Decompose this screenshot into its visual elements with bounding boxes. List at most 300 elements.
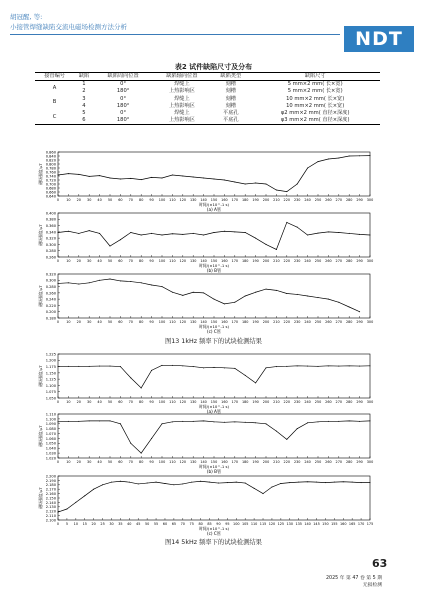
- y-axis-label: 磁场强度/μT: [38, 425, 43, 447]
- data-point: [156, 482, 157, 483]
- y-axis-label: 磁场强度/μT: [38, 365, 43, 387]
- data-point: [297, 365, 298, 366]
- x-tick-label: 200: [262, 400, 270, 404]
- x-tick-label: 65: [171, 522, 177, 526]
- data-point: [99, 420, 100, 421]
- data-point: [110, 246, 111, 247]
- data-point: [245, 375, 246, 376]
- x-tick-label: 60: [118, 460, 123, 464]
- data-point: [307, 481, 308, 482]
- y-tick-label: 1.080: [45, 427, 56, 432]
- figure-14-caption: 图14 5kHz 频率下的试块检测结果: [165, 539, 262, 546]
- series-line: [58, 365, 370, 388]
- y-tick-label: 0.840: [45, 154, 56, 159]
- data-point: [224, 422, 225, 423]
- x-tick-label: 25: [100, 522, 105, 526]
- y-tick-label: 0.220: [45, 303, 56, 308]
- data-point: [359, 366, 360, 367]
- x-tick-label: 290: [356, 400, 363, 404]
- table-cell: B: [52, 99, 57, 106]
- data-point: [276, 190, 277, 191]
- data-point: [78, 233, 79, 234]
- data-point: [297, 184, 298, 185]
- x-tick-label: 110: [169, 400, 176, 404]
- x-tick-label: 80: [139, 460, 144, 464]
- data-point: [245, 296, 246, 297]
- y-axis-label: 磁场强度/μT: [38, 224, 43, 246]
- data-point: [370, 365, 371, 366]
- x-tick-label: 170: [231, 460, 239, 464]
- data-point: [151, 285, 152, 286]
- data-point: [370, 235, 371, 236]
- data-point: [58, 232, 59, 233]
- x-tick-label: 70: [128, 460, 133, 464]
- data-point: [318, 421, 319, 422]
- data-point: [203, 367, 204, 368]
- x-tick-label: 10: [66, 400, 71, 404]
- y-tick-label: 0.640: [45, 194, 56, 199]
- y-tick-label: 2.140: [45, 500, 56, 505]
- table-cell: 1: [82, 81, 86, 88]
- data-point: [224, 231, 225, 232]
- x-tick-label: 200: [262, 198, 270, 202]
- data-point: [120, 280, 121, 281]
- data-point: [338, 302, 339, 303]
- x-tick-label: 30: [87, 198, 92, 202]
- x-tick-label: 95: [225, 522, 230, 526]
- data-point: [263, 493, 264, 494]
- x-tick-label: 200: [262, 460, 270, 464]
- footer-info: [320, 575, 382, 589]
- x-tick-label: 260: [325, 460, 332, 464]
- series-line: [58, 222, 370, 249]
- y-tick-label: 0.280: [45, 284, 56, 289]
- x-tick-label: 100: [158, 259, 166, 263]
- data-point: [110, 279, 111, 280]
- x-tick-label: 250: [314, 198, 322, 202]
- data-point: [68, 231, 69, 232]
- data-point: [298, 482, 299, 483]
- data-point: [141, 387, 142, 388]
- x-tick-label: 150: [322, 522, 329, 526]
- x-tick-label: 105: [241, 522, 249, 526]
- x-tick-label: 110: [250, 522, 258, 526]
- data-point: [245, 184, 246, 185]
- data-point: [182, 295, 183, 296]
- x-tick-label: 110: [169, 320, 176, 324]
- x-tick-label: 60: [118, 400, 123, 404]
- x-tick-label: 0: [56, 400, 60, 404]
- table-header-cell: 缺陷类型: [211, 73, 250, 81]
- x-tick-label: 20: [76, 259, 81, 263]
- x-tick-label: 280: [345, 400, 353, 404]
- data-point: [338, 421, 339, 422]
- page-number: 63: [372, 557, 388, 570]
- y-axis-label: 磁场强度/μT: [38, 285, 43, 307]
- x-tick-label: 55: [153, 522, 159, 526]
- data-point: [58, 421, 59, 422]
- x-tick-label: 130: [189, 460, 197, 464]
- y-tick-label: 2.180: [45, 483, 56, 488]
- data-point: [224, 367, 225, 368]
- y-tick-label: 0.700: [45, 182, 56, 187]
- x-tick-label: 20: [76, 320, 81, 324]
- data-point: [120, 179, 121, 180]
- x-tick-label: 250: [314, 400, 322, 404]
- table-header-cell: 接管编号: [35, 73, 74, 81]
- x-tick-label: 240: [304, 259, 311, 263]
- y-tick-label: 0.380: [45, 217, 56, 222]
- x-tick-label: 100: [158, 460, 166, 464]
- data-point: [307, 296, 308, 297]
- x-tick-label: 50: [107, 460, 113, 464]
- x-tick-label: 130: [189, 259, 197, 263]
- data-point: [172, 175, 173, 176]
- data-point: [349, 156, 350, 157]
- table-cell: 刻槽: [225, 95, 236, 102]
- data-point: [214, 299, 215, 300]
- data-point: [318, 297, 319, 298]
- data-point: [349, 365, 350, 366]
- x-tick-label: 140: [304, 522, 311, 526]
- x-tick-label: 170: [231, 400, 239, 404]
- data-point: [193, 233, 194, 234]
- data-point: [99, 366, 100, 367]
- x-tick-label: 190: [252, 198, 259, 202]
- y-tick-label: 0.180: [45, 316, 56, 321]
- data-point: [93, 489, 94, 490]
- data-point: [99, 280, 100, 281]
- data-point: [297, 227, 298, 228]
- data-point: [191, 482, 192, 483]
- x-tick-label: 160: [221, 259, 228, 263]
- x-tick-label: 300: [366, 198, 374, 202]
- data-point: [276, 290, 277, 291]
- x-tick-label: 50: [107, 198, 113, 202]
- data-point: [359, 421, 360, 422]
- x-tick-label: 300: [366, 400, 374, 404]
- x-tick-label: 230: [293, 400, 301, 404]
- data-point: [255, 382, 256, 383]
- x-tick-label: 230: [293, 198, 301, 202]
- x-tick-label: 0: [56, 198, 60, 202]
- data-point: [130, 232, 131, 233]
- series-line: [58, 156, 370, 192]
- header-article-title: 小接管焊缝缺陷交流电磁场检测方法分析: [10, 23, 127, 31]
- data-point: [234, 231, 235, 232]
- x-tick-label: 160: [221, 400, 228, 404]
- x-tick-label: 80: [139, 259, 144, 263]
- data-point: [78, 366, 79, 367]
- table-cell: 180°: [116, 102, 130, 109]
- table-cell: 焊缝上: [174, 95, 190, 102]
- data-point: [359, 234, 360, 235]
- data-point: [78, 174, 79, 175]
- x-tick-label: 140: [200, 460, 207, 464]
- x-tick-label: 120: [179, 460, 187, 464]
- x-tick-label: 10: [66, 460, 71, 464]
- x-tick-label: 100: [158, 400, 166, 404]
- x-tick-label: 220: [283, 198, 291, 202]
- y-tick-label: 0.680: [45, 186, 56, 191]
- y-tick-label: 1.225: [45, 352, 56, 357]
- x-tick-label: 130: [286, 522, 294, 526]
- data-point: [236, 482, 237, 483]
- data-point: [316, 482, 317, 483]
- x-tick-label: 80: [139, 320, 144, 324]
- data-point: [352, 482, 353, 483]
- data-point: [286, 222, 287, 223]
- data-point: [328, 231, 329, 232]
- data-point: [203, 420, 204, 421]
- x-tick-label: 150: [210, 259, 218, 263]
- x-tick-label: 70: [128, 320, 133, 324]
- data-point: [111, 482, 112, 483]
- plot-frame: [58, 152, 370, 196]
- data-point: [141, 179, 142, 180]
- data-point: [110, 178, 111, 179]
- y-tick-label: 1.050: [45, 396, 56, 401]
- y-tick-label: 0.400: [45, 211, 56, 216]
- data-point: [172, 292, 173, 293]
- data-point: [318, 233, 319, 234]
- x-tick-label: 170: [231, 320, 239, 324]
- x-tick-label: 60: [118, 198, 123, 202]
- x-tick-label: 270: [335, 400, 343, 404]
- x-tick-label: 5: [65, 522, 69, 526]
- data-point: [68, 282, 69, 283]
- data-point: [193, 421, 194, 422]
- x-tick-label: 40: [127, 522, 132, 526]
- x-tick-label: 165: [348, 522, 356, 526]
- data-point: [151, 438, 152, 439]
- x-tick-label: 100: [158, 198, 166, 202]
- y-tick-label: 0.760: [45, 170, 56, 175]
- y-tick-label: 1.200: [45, 358, 56, 363]
- table-cell: 180°: [94, 117, 153, 125]
- y-tick-label: 1.050: [45, 441, 56, 446]
- x-tick-label: 160: [221, 198, 228, 202]
- table-cell: 刻槽: [225, 88, 236, 95]
- x-tick-label: 10: [73, 522, 78, 526]
- x-tick-label: 270: [335, 460, 343, 464]
- y-tick-label: 2.130: [45, 505, 56, 510]
- header-authors: 胡冠醒, 等:: [10, 13, 43, 21]
- data-point: [214, 232, 215, 233]
- x-tick-label: 30: [87, 320, 92, 324]
- panel-label: (c) C管: [206, 531, 222, 536]
- table-header-cell: 缺陷周向位置: [94, 73, 153, 81]
- table-cell: 0°: [120, 110, 127, 117]
- x-tick-label: 60: [162, 522, 168, 526]
- x-tick-label: 0: [56, 320, 60, 324]
- x-tick-label: 15: [82, 522, 87, 526]
- x-tick-label: 180: [241, 320, 249, 324]
- data-point: [193, 177, 194, 178]
- data-point: [361, 482, 362, 483]
- table-cell: 3: [82, 95, 86, 102]
- x-axis-label: 时间/(×10^-1 s): [198, 202, 230, 207]
- data-point: [328, 365, 329, 366]
- data-point: [276, 431, 277, 432]
- data-point: [266, 367, 267, 368]
- data-point: [68, 173, 69, 174]
- plot-frame: [58, 274, 370, 318]
- x-tick-label: 70: [128, 198, 133, 202]
- y-tick-label: 1.070: [45, 431, 56, 436]
- x-tick-label: 115: [259, 522, 267, 526]
- x-axis-label: 时间/(×10^-1 s): [198, 464, 230, 469]
- x-tick-label: 140: [200, 259, 207, 263]
- x-tick-label: 230: [293, 320, 301, 324]
- x-tick-label: 230: [293, 460, 301, 464]
- x-tick-label: 40: [97, 400, 102, 404]
- x-tick-label: 260: [325, 400, 332, 404]
- x-tick-label: 70: [180, 522, 185, 526]
- table-cell: φ3 mm×2 mm( 直径×深度): [250, 117, 380, 125]
- y-tick-label: 1.090: [45, 422, 56, 427]
- data-point: [203, 235, 204, 236]
- data-point: [130, 281, 131, 282]
- table-cell: 5: [82, 110, 86, 117]
- x-tick-label: 10: [66, 198, 71, 202]
- y-tick-label: 0.260: [45, 255, 56, 260]
- x-tick-label: 290: [356, 320, 363, 324]
- x-tick-label: 180: [241, 198, 249, 202]
- journal-logo: NDT: [344, 26, 414, 52]
- table-cell: 4: [82, 102, 86, 109]
- table-cell: 5 mm×2 mm( 长×宽): [287, 88, 343, 95]
- panel-label: (a) A管: [206, 409, 222, 414]
- x-tick-label: 210: [273, 259, 280, 263]
- data-point: [234, 421, 235, 422]
- x-tick-label: 220: [283, 460, 291, 464]
- data-point: [349, 307, 350, 308]
- x-tick-label: 130: [189, 320, 197, 324]
- data-point: [84, 495, 85, 496]
- data-point: [271, 487, 272, 488]
- x-tick-label: 155: [331, 522, 338, 526]
- x-tick-label: 20: [76, 400, 81, 404]
- data-point: [245, 422, 246, 423]
- data-point: [266, 423, 267, 424]
- x-tick-label: 220: [283, 400, 291, 404]
- x-tick-label: 150: [210, 400, 218, 404]
- x-tick-label: 260: [325, 320, 332, 324]
- data-point: [328, 299, 329, 300]
- data-point: [218, 483, 219, 484]
- table-cell: C: [35, 110, 74, 125]
- table-cell: 5 mm×2 mm( 长×宽): [287, 81, 343, 88]
- y-tick-label: 1.100: [45, 417, 56, 422]
- x-tick-label: 140: [200, 400, 207, 404]
- data-point: [193, 366, 194, 367]
- x-tick-label: 135: [295, 522, 302, 526]
- table-cell: 焊缝上: [174, 110, 190, 117]
- data-point: [234, 302, 235, 303]
- x-tick-label: 100: [158, 320, 166, 324]
- data-point: [234, 182, 235, 183]
- data-point: [173, 484, 174, 485]
- data-point: [130, 443, 131, 444]
- plot-frame: [58, 354, 370, 398]
- x-tick-label: 40: [97, 198, 102, 202]
- y-tick-label: 1.110: [45, 412, 56, 417]
- table-cell: φ2 mm×2 mm( 直径×深度): [280, 110, 350, 117]
- data-point: [110, 420, 111, 421]
- x-tick-label: 30: [87, 259, 92, 263]
- data-point: [280, 483, 281, 484]
- x-tick-label: 30: [87, 460, 92, 464]
- data-point: [182, 234, 183, 235]
- table-cell: 10 mm×2 mm( 长×宽): [286, 95, 345, 102]
- table-header-cell: 缺陷轴向位置: [152, 73, 211, 81]
- x-tick-label: 0: [56, 259, 60, 263]
- table-cell: 焊缝上: [174, 81, 190, 88]
- data-point: [151, 370, 152, 371]
- y-tick-label: 0.740: [45, 174, 56, 179]
- x-tick-label: 130: [189, 198, 197, 202]
- x-tick-label: 80: [139, 198, 144, 202]
- table-cell: 平底孔: [223, 110, 239, 117]
- plot-frame: [58, 213, 370, 257]
- data-point: [254, 488, 255, 489]
- data-point: [120, 423, 121, 424]
- table-cell: 刻槽: [225, 102, 236, 109]
- data-point: [130, 178, 131, 179]
- data-point: [307, 235, 308, 236]
- x-tick-label: 250: [314, 259, 322, 263]
- data-point: [89, 176, 90, 177]
- panel-label: (c) C管: [206, 329, 222, 334]
- x-tick-label: 90: [149, 460, 154, 464]
- data-point: [89, 420, 90, 421]
- data-point: [172, 421, 173, 422]
- x-tick-label: 60: [118, 320, 123, 324]
- data-point: [75, 502, 76, 503]
- x-tick-label: 290: [356, 198, 363, 202]
- y-tick-label: 0.360: [45, 223, 56, 228]
- data-point: [162, 235, 163, 236]
- data-point: [141, 453, 142, 454]
- data-point: [164, 483, 165, 484]
- data-point: [266, 244, 267, 245]
- y-tick-label: 0.320: [45, 272, 56, 277]
- x-tick-label: 120: [179, 198, 187, 202]
- x-tick-label: 180: [241, 259, 249, 263]
- data-point: [58, 366, 59, 367]
- x-tick-label: 250: [314, 460, 322, 464]
- x-tick-label: 250: [314, 320, 322, 324]
- data-point: [297, 428, 298, 429]
- y-tick-label: 1.175: [45, 364, 56, 369]
- x-tick-label: 160: [221, 320, 228, 324]
- x-tick-label: 270: [335, 198, 343, 202]
- data-point: [120, 239, 121, 240]
- x-tick-label: 0: [56, 522, 60, 526]
- x-tick-label: 90: [149, 259, 154, 263]
- y-tick-label: 2.110: [45, 514, 56, 518]
- figure-13-caption: 图13 1kHz 频率下的试块检测结果: [165, 338, 262, 345]
- x-tick-label: 190: [252, 400, 259, 404]
- y-tick-label: 0.720: [45, 178, 56, 183]
- x-tick-label: 110: [169, 460, 176, 464]
- data-point: [334, 482, 335, 483]
- data-point: [245, 483, 246, 484]
- data-point: [307, 168, 308, 169]
- x-tick-label: 75: [189, 522, 194, 526]
- x-tick-label: 40: [97, 320, 102, 324]
